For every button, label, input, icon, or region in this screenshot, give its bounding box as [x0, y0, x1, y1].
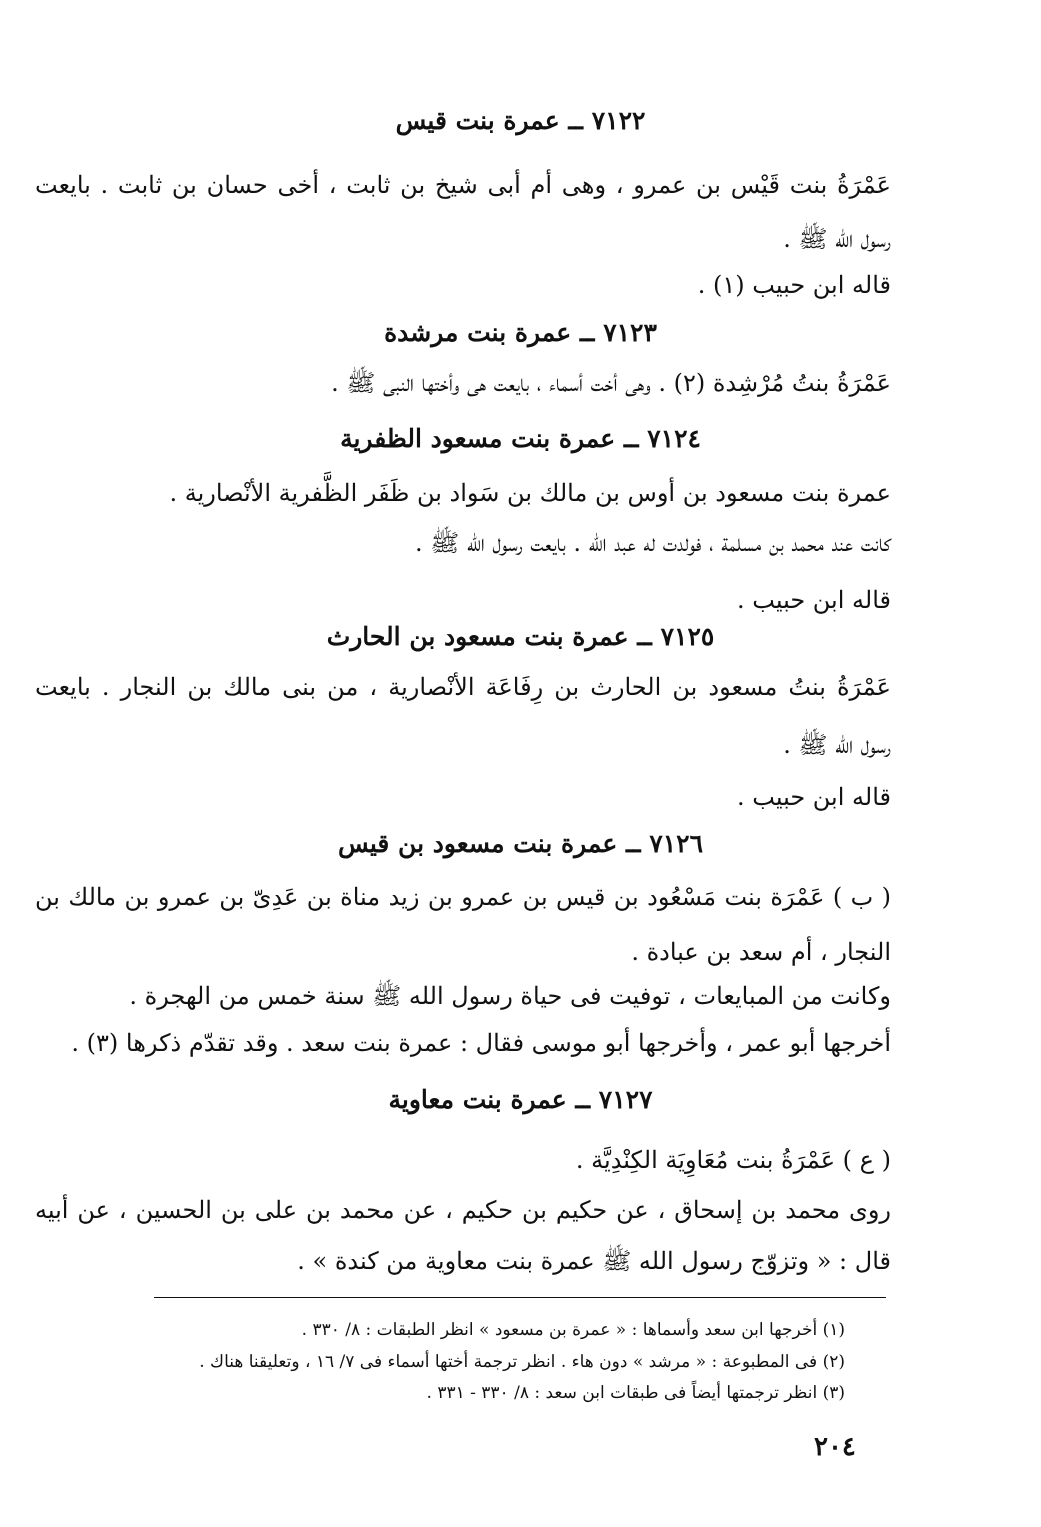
entry-text-line: عَمْرَةُ بنتُ مسعود بن الحارث بن رِفَاعَة الأنْصارية ، من بنى مالك بن النجار . بايعت: [35, 673, 891, 701]
entry-text-line: عَمْرَةُ بنت قَيْس بن عمرو ، وهى أم أبى شيخ بن ثابت ، أخى حسان بن ثابت . بايعت: [35, 171, 891, 199]
entry-text-line: النجار ، أم سعد بن عبادة .: [631, 938, 891, 966]
entry-text-line: أخرجها أبو عمر ، وأخرجها أبو موسى فقال : عمرة بنت سعد . وقد تقدّم ذكرها (٣) .: [71, 1029, 891, 1057]
entry-heading: ٧١٢٥ ــ عمرة بنت مسعود بن الحارث: [326, 622, 715, 651]
footnote: (١) أخرجها ابن سعد وأسماها : « عمرة بن مسعود » انظر الطبقات : ٨/ ٣٣٠ .: [301, 1320, 845, 1340]
entry-heading: ٧١٢٦ ــ عمرة بنت مسعود بن قيس: [337, 829, 704, 858]
entry-text-line: وكانت من المبايعات ، توفيت فى حياة رسول الله ﷺ سنة خمس من الهجرة .: [129, 982, 891, 1010]
entry-text-line: قاله ابن حبيب (١) .: [697, 271, 891, 299]
entry-heading: ٧١٢٧ ــ عمرة بنت معاوية: [388, 1085, 653, 1114]
entry-text-line: رسول الله ﷺ .: [783, 731, 891, 759]
entry-text-line: رسول الله ﷺ .: [783, 225, 891, 253]
footnote: (٣) انظر ترجمتها أيضاً فى طبقات ابن سعد : ٨/ ٣٣٠ - ٣٣١ .: [426, 1383, 845, 1403]
entry-text-line: عمرة بنت مسعود بن أوس بن مالك بن سَواد بن ظَفَر الظَّفرية الأنْصارية .: [169, 479, 891, 507]
page-number: ٢٠٤: [814, 1432, 856, 1462]
entry-text-line: قال : « وتزوّج رسول الله ﷺ عمرة بنت معاوية من كندة » .: [297, 1247, 891, 1275]
entry-text-line: ( ع ) عَمْرَةُ بنت مُعَاوِيَة الكِنْدِيَّة .: [575, 1146, 891, 1174]
footnote-divider: [154, 1297, 886, 1298]
entry-heading: ٧١٢٤ ــ عمرة بنت مسعود الظفرية: [340, 424, 701, 453]
entry-text-line: قاله ابن حبيب .: [737, 586, 891, 614]
entry-text-line: كانت عند محمد بن مسلمة ، فولدت له عبد الله . بايعت رسول الله ﷺ .: [414, 529, 891, 557]
entry-text-line: روى محمد بن إسحاق ، عن حكيم بن حكيم ، عن محمد بن على بن الحسين ، عن أبيه: [35, 1196, 891, 1224]
entry-heading: ٧١٢٢ ــ عمرة بنت قيس: [395, 106, 646, 135]
entry-text-line: ( ب ) عَمْرَة بنت مَسْعُود بن قيس بن عمرو بن زيد مناة بن عَدِىّ بن عمرو بن مالك بن: [35, 883, 891, 911]
entry-text-line: قاله ابن حبيب .: [737, 783, 891, 811]
entry-text-line: عَمْرَةُ بنتُ مُرْشِدة (٢) . وهى أخت أسماء ، بايعت هى وأختها النبى ﷺ .: [331, 369, 891, 397]
footnote: (٢) فى المطبوعة : « مرشد » دون هاء . انظر ترجمة أختها أسماء فى ٧/ ١٦ ، وتعليقنا هناك .: [199, 1352, 845, 1372]
entry-heading: ٧١٢٣ ــ عمرة بنت مرشدة: [384, 318, 657, 347]
